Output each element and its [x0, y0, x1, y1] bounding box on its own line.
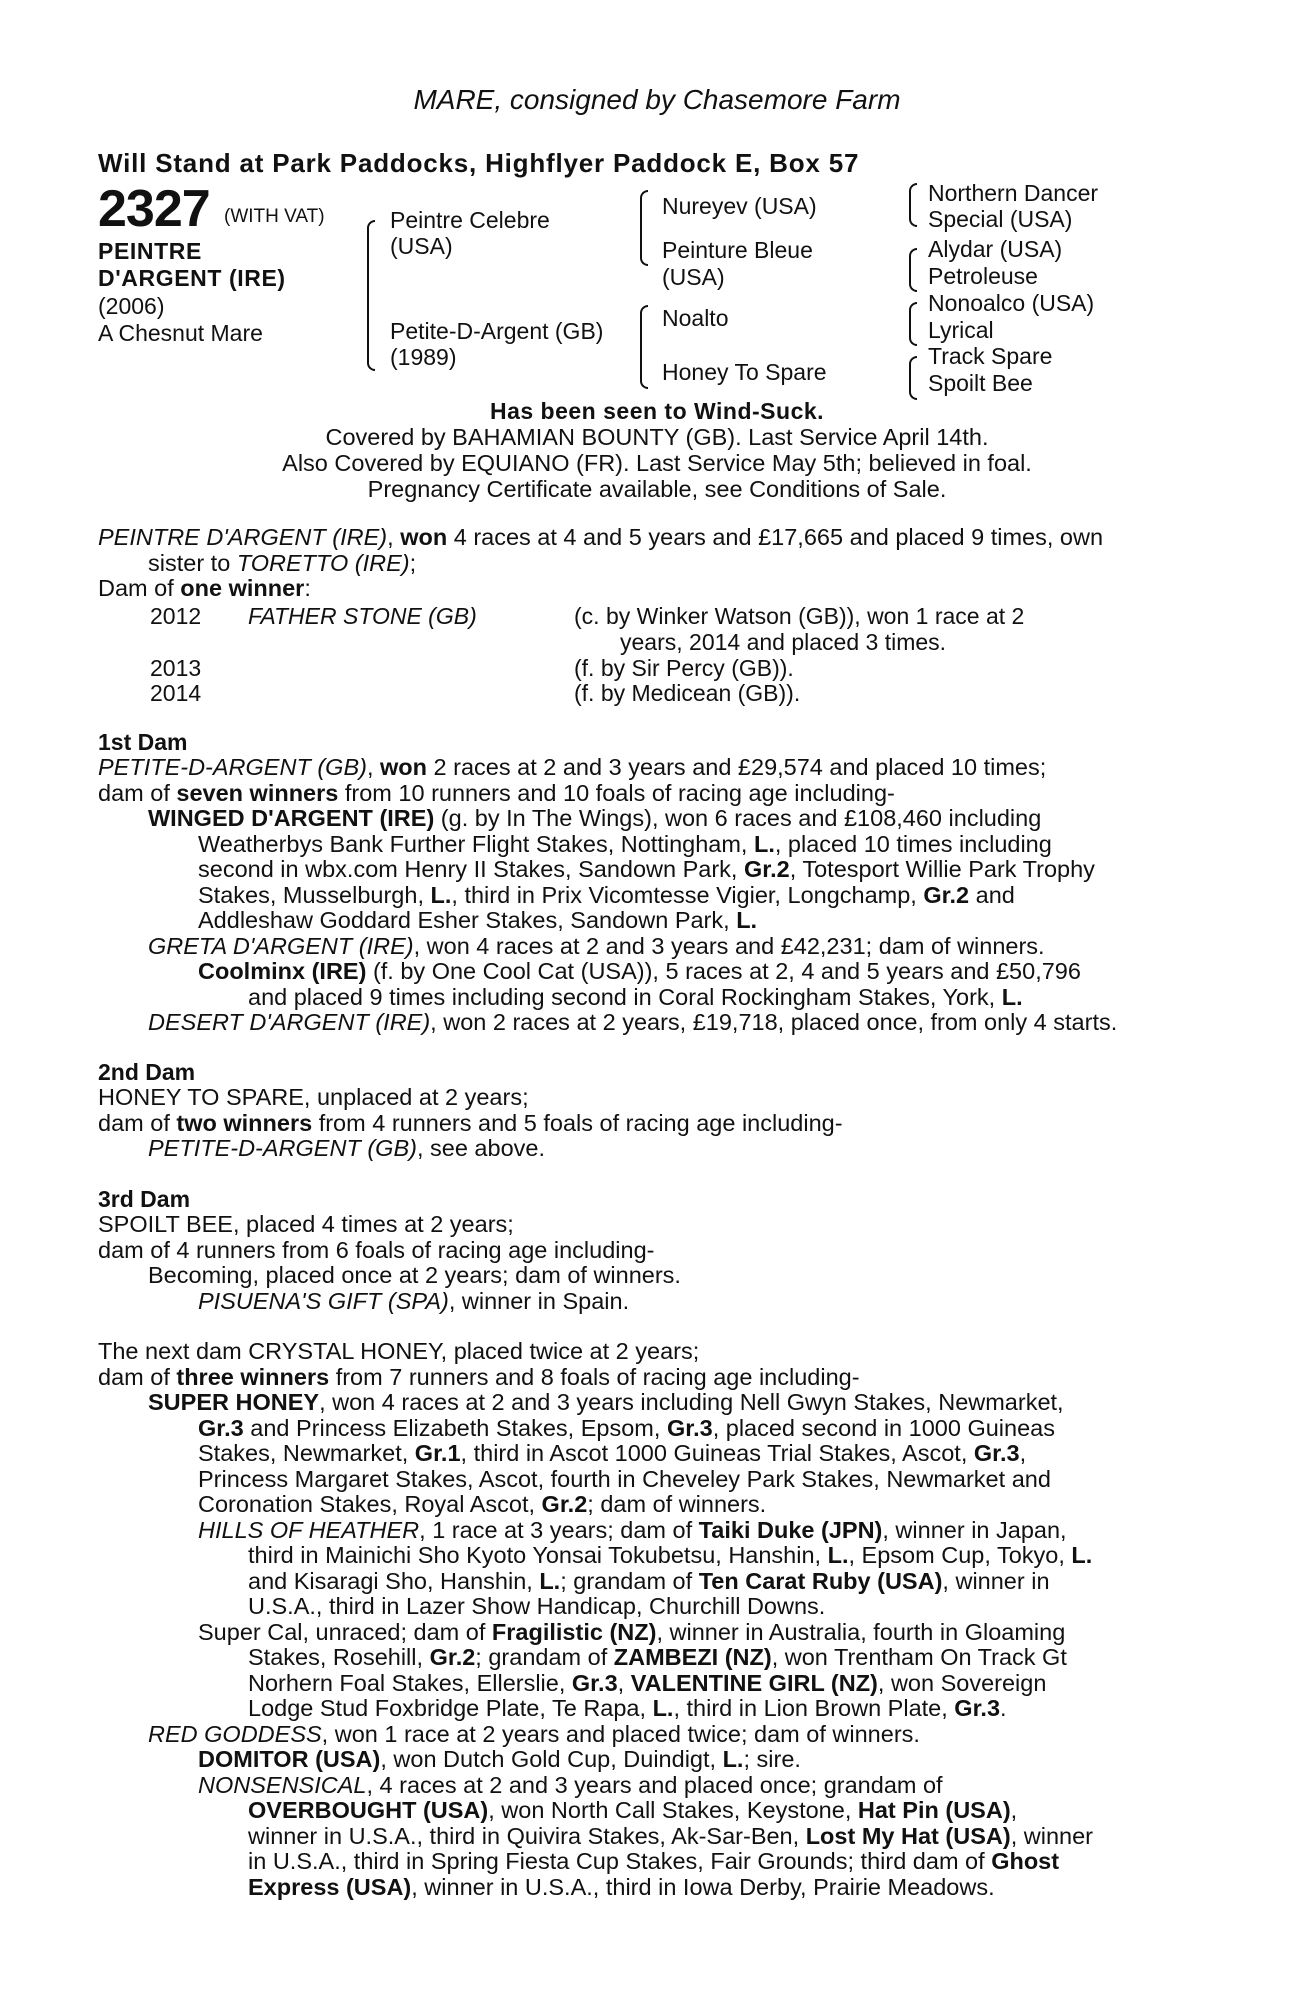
horse-name-line1: PEINTRE	[98, 238, 202, 264]
lot-number: 2327	[98, 180, 210, 238]
pregnancy-note: Pregnancy Certificate available, see Conditions of Sale.	[367, 476, 947, 502]
ped-dss: Nonoalco (USA)	[928, 290, 1095, 316]
produce-detail-2014: (f. by Medicean (GB)).	[574, 680, 801, 706]
produce-detail-2012: (c. by Winker Watson (GB)), won 1 race at 2	[574, 603, 1025, 629]
brace-sire-parents	[640, 190, 648, 266]
ped-sire-sire: Nureyev (USA)	[662, 193, 817, 219]
horse-name-line2: D'ARGENT (IRE)	[98, 265, 286, 291]
ped-dam-dam: Honey To Spare	[662, 359, 827, 385]
first-dam-text: PETITE-D-ARGENT (GB), won 2 races at 2 and 3 years and £29,574 and placed 10 times; dam of seven winners from 10 runners and 10 foals of racing age including- WINGED D'ARGENT (IRE) (g. by In The Wings), won 6 races and £108,460 including Weatherbys Bank Further Flight Stakes, Nottingham, L., placed 10 times including second in wbx.com Henry II Stakes, Sandown Park, Gr.2, Totesport Willie Park Trophy Stakes, Musselburgh, L., third in Prix Vicomtesse Vigier, Longchamp, Gr.2 and Addleshaw Goddard Esher Stakes, Sandown Park, L. GRETA D'ARGENT (IRE), won 4 races at 2 and 3 years and £42,231; dam of winners. Coolminx (IRE) (f. by One Cool Cat (USA)), 5 races at 2, 4 and 5 years and £50,796 and placed 9 times including second in Coral Rockingham Stakes, York, L. DESERT D'ARGENT (IRE), won 2 races at 2 years, £19,718, placed once, from only 4 starts.	[98, 754, 1118, 1035]
ped-sdd: Petroleuse	[928, 263, 1038, 289]
produce-detail-2012-2: years, 2014 and placed 3 times.	[620, 629, 947, 655]
covered-note-2: Also Covered by EQUIANO (FR). Last Service May 5th; believed in foal.	[282, 450, 1032, 476]
mare-record: PEINTRE D'ARGENT (IRE), won 4 races at 4 and 5 years and £17,665 and placed 9 times, own sister to TORETTO (IRE); Dam of one winner:	[98, 524, 1104, 601]
second-dam-heading: 2nd Dam	[98, 1059, 196, 1085]
produce-detail-2013: (f. by Sir Percy (GB)).	[574, 655, 794, 681]
produce-year-2012: 2012	[150, 603, 202, 629]
ped-ssd: Special (USA)	[928, 206, 1073, 232]
brace-sire-dam	[367, 220, 375, 371]
vat-note: (WITH VAT)	[224, 206, 325, 227]
produce-name-2012: FATHER STONE (GB)	[248, 603, 477, 629]
ped-dam: Petite-D-Argent (GB)	[390, 318, 604, 344]
fourth-dam-text: The next dam CRYSTAL HONEY, placed twice at 2 years; dam of three winners from 7 runners and 8 foals of racing age including- SUPER HONEY, won 4 races at 2 and 3 years including Nell Gwyn Stakes, Newmarket, Gr.3 and Princess Elizabeth Stakes, Epsom, Gr.3, placed second in 1000 Guineas Stakes, Newmarket, Gr.1, third in Ascot 1000 Guineas Trial Stakes, Ascot, Gr.3, Princess Margaret Stakes, Ascot, fourth in Cheveley Park Stakes, Newmarket and Coronation Stakes, Royal Ascot, Gr.2; dam of winners. HILLS OF HEATHER, 1 race at 3 years; dam of Taiki Duke (JPN), winner in Japan, third in Mainichi Sho Kyoto Yonsai Tokubetsu, Hanshin, L., Epsom Cup, Tokyo, L. and Kisaragi Sho, Hanshin, L.; grandam of Ten Carat Ruby (USA), winner in U.S.A., third in Lazer Show Handicap, Churchill Downs. Super Cal, unraced; dam of Fragilistic (NZ), winner in Australia, fourth in Gloaming Stakes, Rosehill, Gr.2; grandam of ZAMBEZI (NZ), won Trentham On Track Gt Norhern Foal Stakes, Ellerslie, Gr.3, VALENTINE GIRL (NZ), won Sovereign Lodge Stud Foxbridge Plate, Te Rapa, L., third in Lion Brown Plate, Gr.3. RED GODDESS, won 1 race at 2 years and placed twice; dam of winners. DOMITOR (USA), won Dutch Gold Cup, Duindigt, L.; sire. NONSENSICAL, 4 races at 2 and 3 years and placed once; grandam of OVERBOUGHT (USA), won North Call Stakes, Keystone, Hat Pin (USA), winner in U.S.A., third in Quivira Stakes, Ak-Sar-Ben, Lost My Hat (USA), winner in U.S.A., third in Spring Fiesta Cup Stakes, Fair Grounds; third dam of Ghost Express (USA), winner in U.S.A., third in Iowa Derby, Prairie Meadows.	[98, 1338, 1093, 1900]
brace-g2	[909, 248, 917, 292]
third-dam-text: SPOILT BEE, placed 4 times at 2 years; dam of 4 runners from 6 foals of racing age including- Becoming, placed once at 2 years; dam of winners. PISUENA'S GIFT (SPA), winner in Spain.	[98, 1211, 681, 1314]
first-dam-heading: 1st Dam	[98, 729, 188, 755]
ped-dsd: Lyrical	[928, 317, 994, 343]
produce-year-2014: 2014	[150, 680, 202, 706]
covered-note-1: Covered by BAHAMIAN BOUNTY (GB). Last Service April 14th.	[325, 424, 989, 450]
page-title: MARE, consigned by Chasemore Farm	[413, 84, 901, 115]
ped-sss: Northern Dancer	[928, 180, 1099, 206]
ped-dam-sire: Noalto	[662, 305, 729, 331]
brace-g1	[909, 183, 917, 227]
brace-g3	[909, 302, 917, 346]
ped-sire-dam: Peinture Bleue	[662, 237, 813, 263]
ped-sire: Peintre Celebre	[390, 207, 550, 233]
windsuck-note: Has been seen to Wind-Suck.	[489, 398, 825, 424]
brace-g4	[909, 356, 917, 400]
horse-description: A Chesnut Mare	[98, 320, 263, 346]
ped-ddd: Spoilt Bee	[928, 370, 1033, 396]
ped-dds: Track Spare	[928, 343, 1053, 369]
ped-sire-2: (USA)	[390, 233, 453, 259]
produce-year-2013: 2013	[150, 655, 202, 681]
stand-location: Will Stand at Park Paddocks, Highflyer Paddock E, Box 57	[98, 148, 860, 178]
foaling-year: (2006)	[98, 293, 165, 319]
ped-sire-dam-2: (USA)	[662, 264, 725, 290]
second-dam-text: HONEY TO SPARE, unplaced at 2 years; dam of two winners from 4 runners and 5 foals of racing age including- PETITE-D-ARGENT (GB), see above.	[98, 1084, 843, 1161]
brace-dam-parents	[640, 305, 648, 389]
ped-sds: Alydar (USA)	[928, 236, 1063, 262]
third-dam-heading: 3rd Dam	[98, 1186, 191, 1212]
ped-dam-2: (1989)	[390, 344, 457, 370]
